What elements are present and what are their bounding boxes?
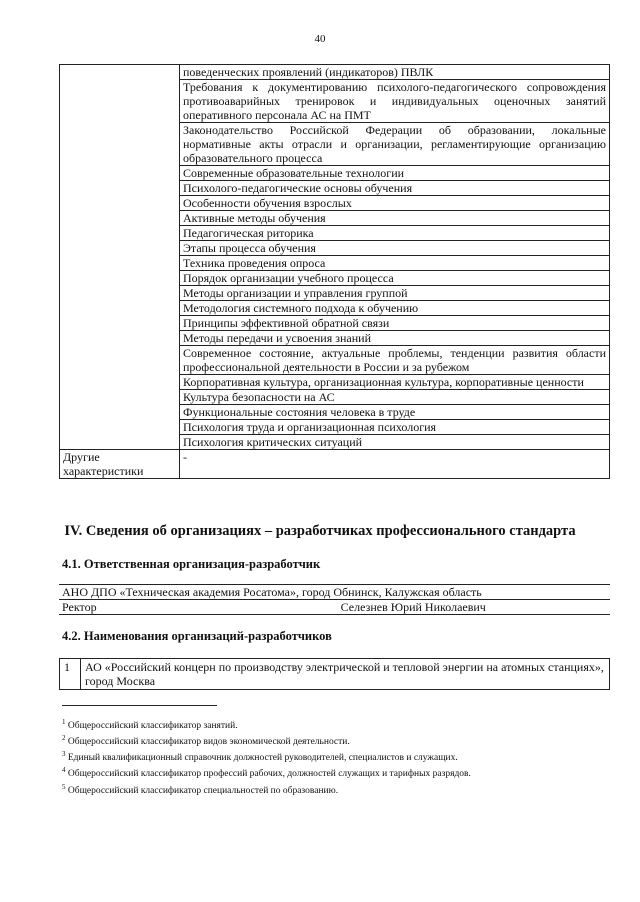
left-cell-empty [60, 65, 180, 450]
footnote-text: Общероссийский классификатор специальностей по образованию. [67, 785, 339, 796]
footnote-text: Общероссийский классификатор профессий рабочих, должностей служащих и тарифных разрядов. [67, 769, 471, 780]
responsible-org-name: АНО ДПО «Техническая академия Росатома», город Обнинск, Калужская область [59, 585, 610, 600]
table-row [60, 659, 610, 690]
other-characteristics-label: Другие характеристики [60, 450, 180, 479]
signer-position: Ректор [59, 600, 113, 615]
knowledge-item: Психология труда и организационная психология [180, 420, 610, 435]
knowledge-item: Методы организации и управления группой [180, 286, 610, 301]
other-characteristics-value: - [180, 450, 610, 479]
footnote-number: 5 [62, 782, 66, 791]
knowledge-item: Современное состояние, актуальные проблемы, тенденции развития области профессиональной деятельности в России и за рубежом [180, 346, 610, 375]
footnote-number: 1 [62, 718, 66, 726]
knowledge-item: Методология системного подхода к обучению [180, 301, 610, 316]
footnote [62, 764, 471, 780]
developer-number: 1 [60, 659, 81, 690]
knowledge-item: Этапы процесса обучения [180, 241, 610, 256]
footnote [62, 748, 471, 764]
developers-heading: 4.2. Наименования организаций-разработчиков [62, 629, 332, 643]
knowledge-item: Принципы эффективной обратной связи [180, 316, 610, 331]
knowledge-item: Функциональные состояния человека в труде [180, 405, 610, 420]
footnote [62, 716, 471, 732]
table-row [60, 450, 610, 479]
knowledge-item: Техника проведения опроса [180, 256, 610, 271]
knowledge-table [59, 64, 610, 479]
knowledge-item: Психология критических ситуаций [180, 435, 610, 450]
section-title: IV. Сведения об организациях – разработчиках профессионального стандарта [64, 523, 576, 539]
footnote-number: 3 [62, 750, 66, 759]
developer-name: АО «Российский концерн по производству электрической и тепловой энергии на атомных станциях», город Москва [81, 659, 610, 690]
footnote [62, 781, 471, 797]
table-row [59, 600, 610, 615]
footnote-number: 2 [62, 734, 66, 743]
knowledge-item: Законодательство Российской Федерации об образовании, локальные нормативные акты отрасли и организации, регламентирующие организацию образовательного процесса [180, 123, 610, 166]
footnote-text: Единый квалификационный справочник должностей руководителей, специалистов и служащих. [67, 753, 458, 764]
footnote-text: Общероссийский классификатор видов экономической деятельности. [67, 737, 350, 748]
knowledge-item: Корпоративная культура, организационная культура, корпоративные ценности [180, 375, 610, 390]
table-row [60, 65, 610, 80]
footnote-number: 4 [62, 766, 66, 775]
signer-name: Селезнев Юрий Николаевич [113, 600, 610, 615]
footnotes [62, 716, 471, 797]
table-row [59, 585, 610, 600]
footnote-separator [62, 705, 217, 706]
developers-table [59, 658, 610, 690]
knowledge-item: Активные методы обучения [180, 211, 610, 226]
knowledge-item: Порядок организации учебного процесса [180, 271, 610, 286]
knowledge-item: Современные образовательные технологии [180, 166, 610, 181]
knowledge-item: поведенческих проявлений (индикаторов) ПВЛК [180, 65, 610, 80]
page-number: 40 [314, 33, 326, 45]
footnote-text: Общероссийский классификатор занятий. [67, 721, 238, 732]
knowledge-item: Педагогическая риторика [180, 226, 610, 241]
knowledge-item: Культура безопасности на АС [180, 390, 610, 405]
footnote [62, 732, 471, 748]
knowledge-item: Методы передачи и усвоения знаний [180, 331, 610, 346]
knowledge-item: Требования к документированию психолого-педагогического сопровождения противоаварийных тренировок и индивидуальных оценочных занятий оперативного персонала АС на ПМТ [180, 80, 610, 123]
responsible-org-table [59, 584, 610, 615]
responsible-org-heading: 4.1. Ответственная организация-разработчик [62, 557, 321, 571]
knowledge-item: Психолого-педагогические основы обучения [180, 181, 610, 196]
knowledge-item: Особенности обучения взрослых [180, 196, 610, 211]
